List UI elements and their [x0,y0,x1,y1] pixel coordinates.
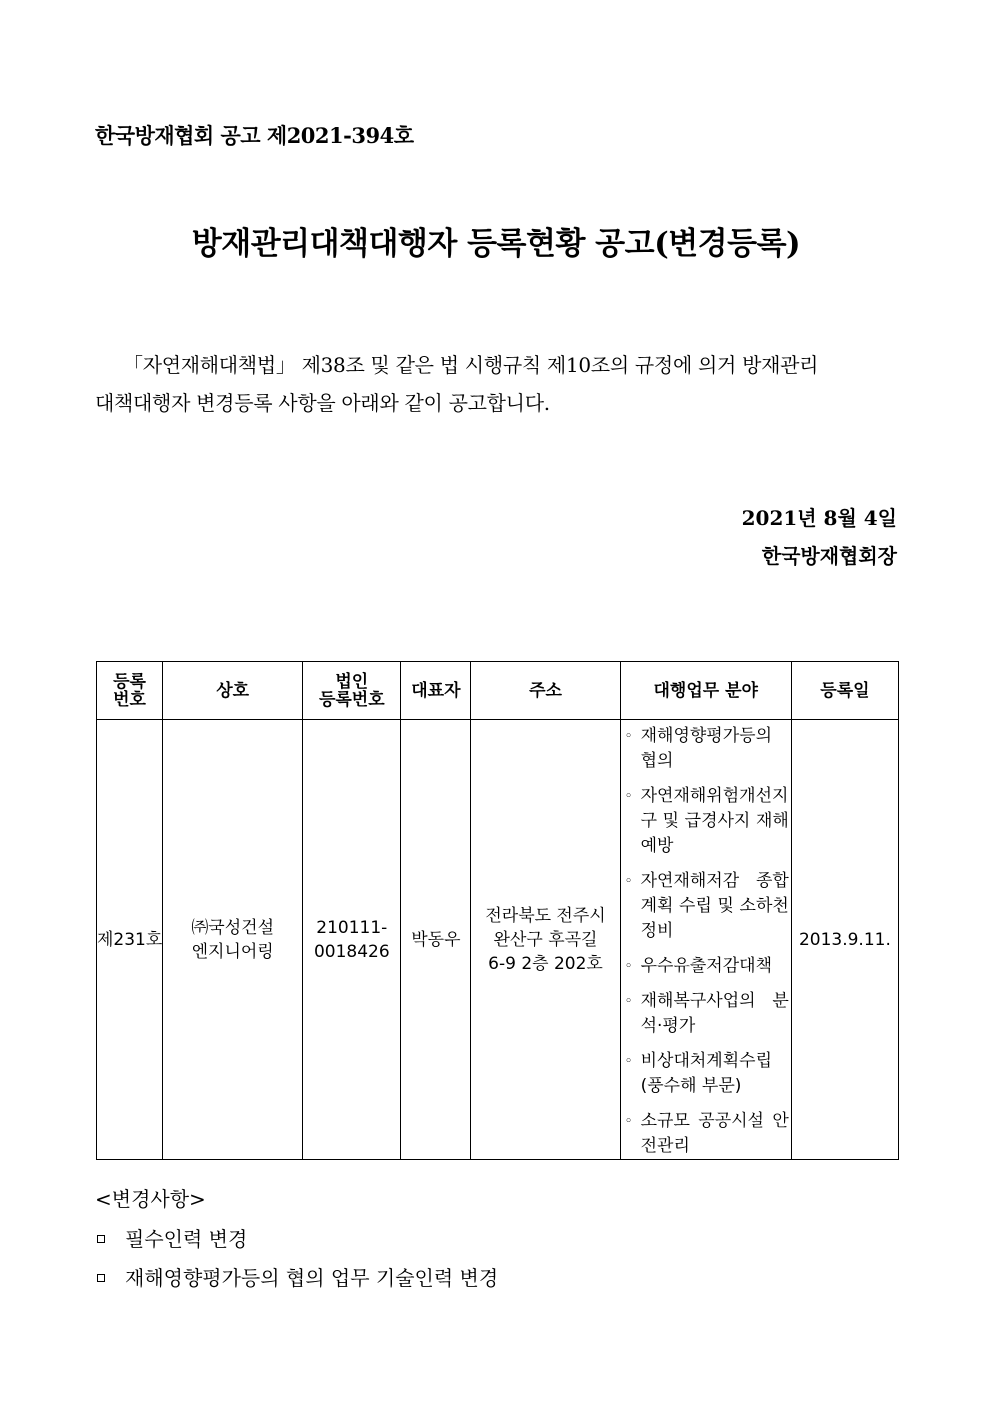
business-item: ◦ 재해복구사업의 분석·평가 [625,989,789,1039]
bullet-icon: ◦ [624,1114,633,1129]
cell-reg-date: 2013.9.11. [791,720,898,1160]
bullet-icon: ◦ [624,1054,633,1069]
table-header-row [97,662,899,720]
change-item-text: 필수인력 변경 [125,1227,248,1251]
header-address: 주소 [471,662,620,720]
notice-number: 한국방재협회 공고 제2021-394호 [95,123,414,148]
bullet-icon: ◦ [624,959,633,974]
cell-representative: 박동우 [401,720,471,1160]
business-item: ◦ 비상대처계획수립 (풍수해 부문) [625,1049,789,1099]
header-representative: 대표자 [401,662,471,720]
bullet-icon: ◦ [624,994,633,1009]
square-bullet-icon [97,1274,105,1282]
business-item: ◦ 소규모 공공시설 안전관리 [625,1109,789,1159]
bullet-icon: ◦ [624,874,633,889]
bullet-icon: ◦ [624,789,633,804]
table-row [97,720,899,1160]
business-item: ◦ 자연재해위험개선지구 및 급경사지 재해예방 [625,784,789,859]
header-corp-no: 법인 등록번호 [303,662,401,720]
cell-corp-no: 210111- 0018426 [303,720,401,1160]
change-item [97,1223,247,1252]
change-item-text: 재해영향평가등의 협의 업무 기술인력 변경 [125,1266,499,1290]
header-business: 대행업무 분야 [620,662,791,720]
body-line-2: 대책대행자 변경등록 사항을 아래와 같이 공고합니다. [95,391,550,415]
registration-table [96,661,899,1160]
changes-heading: <변경사항> [95,1187,206,1211]
square-bullet-icon [97,1235,105,1243]
business-item: ◦ 재해영향평가등의 협의 [625,724,789,774]
change-item [97,1262,498,1291]
business-item: ◦ 우수유출저감대책 [625,954,789,979]
cell-business [620,720,791,1160]
notice-date: 2021년 8월 4일 [741,506,897,530]
issuer-name: 한국방재협회장 [761,544,897,568]
header-company: 상호 [163,662,303,720]
header-reg-no: 등록 번호 [97,662,163,720]
cell-company: ㈜국성건설 엔지니어링 [163,720,303,1160]
cell-address: 전라북도 전주시 완산구 후곡길 6-9 2층 202호 [471,720,620,1160]
business-item: ◦ 자연재해저감 종합계획 수립 및 소하천정비 [625,869,789,944]
body-paragraph [95,346,897,422]
header-reg-date: 등록일 [791,662,898,720]
bullet-icon: ◦ [624,729,633,744]
body-line-1: 「자연재해대책법」 제38조 및 같은 법 시행규칙 제10조의 규정에 의거 방재관리 [123,353,819,377]
cell-reg-no: 제231호 [97,720,163,1160]
document-title: 방재관리대책대행자 등록현황 공고(변경등록) [191,226,801,262]
